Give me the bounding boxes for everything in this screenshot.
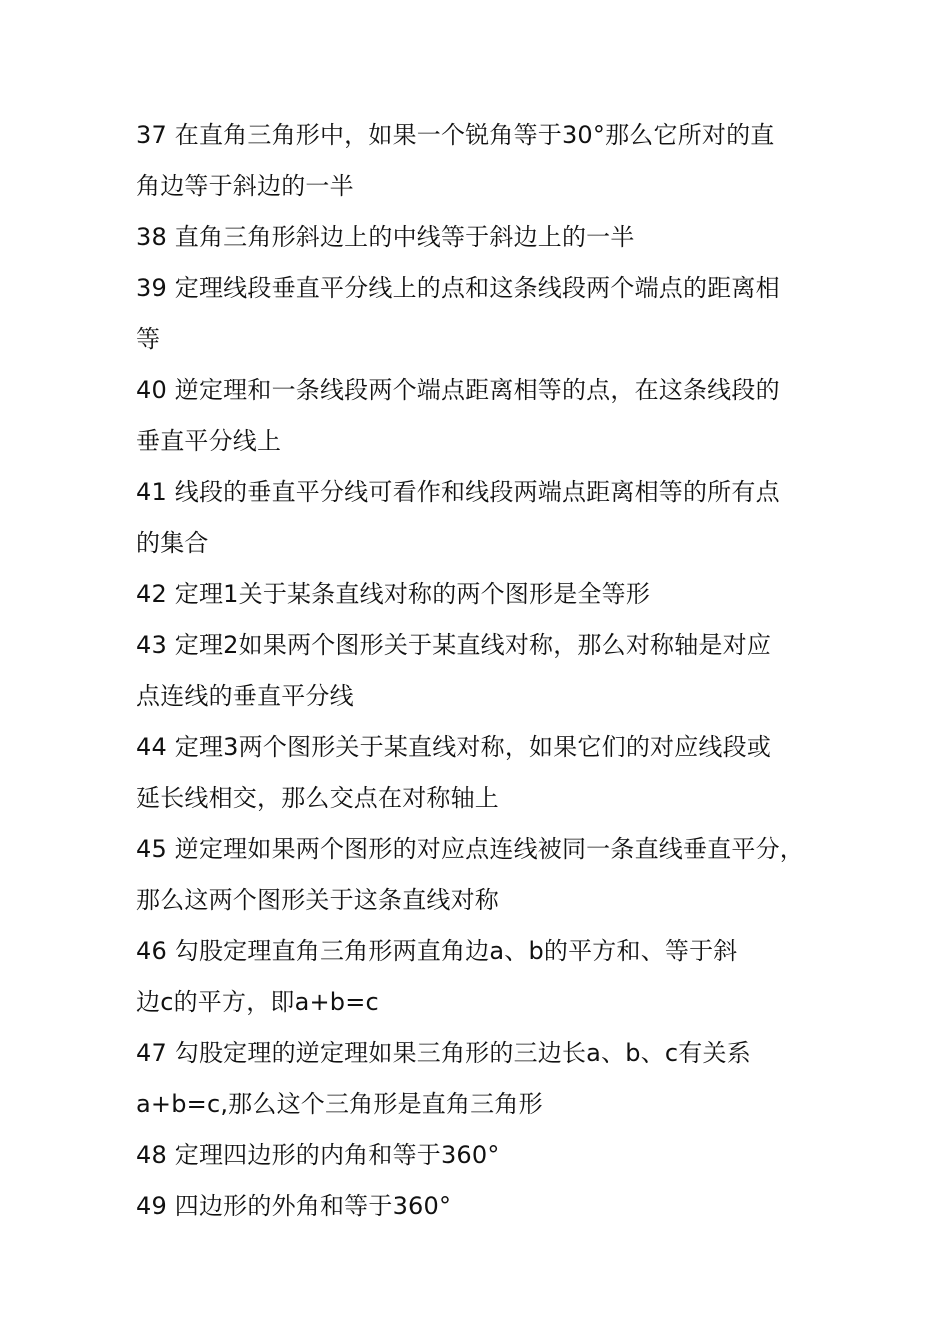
text-line: 那么这两个图形关于这条直线对称	[136, 886, 499, 914]
text-line: 点连线的垂直平分线	[136, 682, 354, 710]
text-line: 角边等于斜边的一半	[136, 172, 354, 200]
document-body	[136, 110, 836, 1232]
text-line: 39 定理线段垂直平分线上的点和这条线段两个端点的距离相	[136, 274, 780, 302]
text-line: 的集合	[136, 529, 209, 557]
text-line: 46 勾股定理直角三角形两直角边a、b的平方和、等于斜	[136, 937, 738, 965]
text-line: 49 四边形的外角和等于360°	[136, 1192, 452, 1220]
text-line: 44 定理3两个图形关于某直线对称，如果它们的对应线段或	[136, 733, 772, 761]
text-line: 40 逆定理和一条线段两个端点距离相等的点，在这条线段的	[136, 376, 780, 404]
text-line: 延长线相交，那么交点在对称轴上	[136, 784, 499, 812]
text-line: 47 勾股定理的逆定理如果三角形的三边长a、b、c有关系	[136, 1039, 751, 1067]
text-line: a+b=c,那么这个三角形是直角三角形	[136, 1090, 543, 1118]
text-line: 垂直平分线上	[136, 427, 282, 455]
text-line: 41 线段的垂直平分线可看作和线段两端点距离相等的所有点	[136, 478, 780, 506]
text-line: 48 定理四边形的内角和等于360°	[136, 1141, 500, 1169]
text-line: 42 定理1关于某条直线对称的两个图形是全等形	[136, 580, 651, 608]
text-line: 38 直角三角形斜边上的中线等于斜边上的一半	[136, 223, 635, 251]
text-line: 45 逆定理如果两个图形的对应点连线被同一条直线垂直平分，	[136, 835, 804, 863]
text-line: 等	[136, 325, 161, 353]
text-line: 边c的平方，即a+b=c	[136, 988, 379, 1016]
text-line: 43 定理2如果两个图形关于某直线对称，那么对称轴是对应	[136, 631, 772, 659]
text-line: 37 在直角三角形中，如果一个锐角等于30°那么它所对的直	[136, 121, 775, 149]
